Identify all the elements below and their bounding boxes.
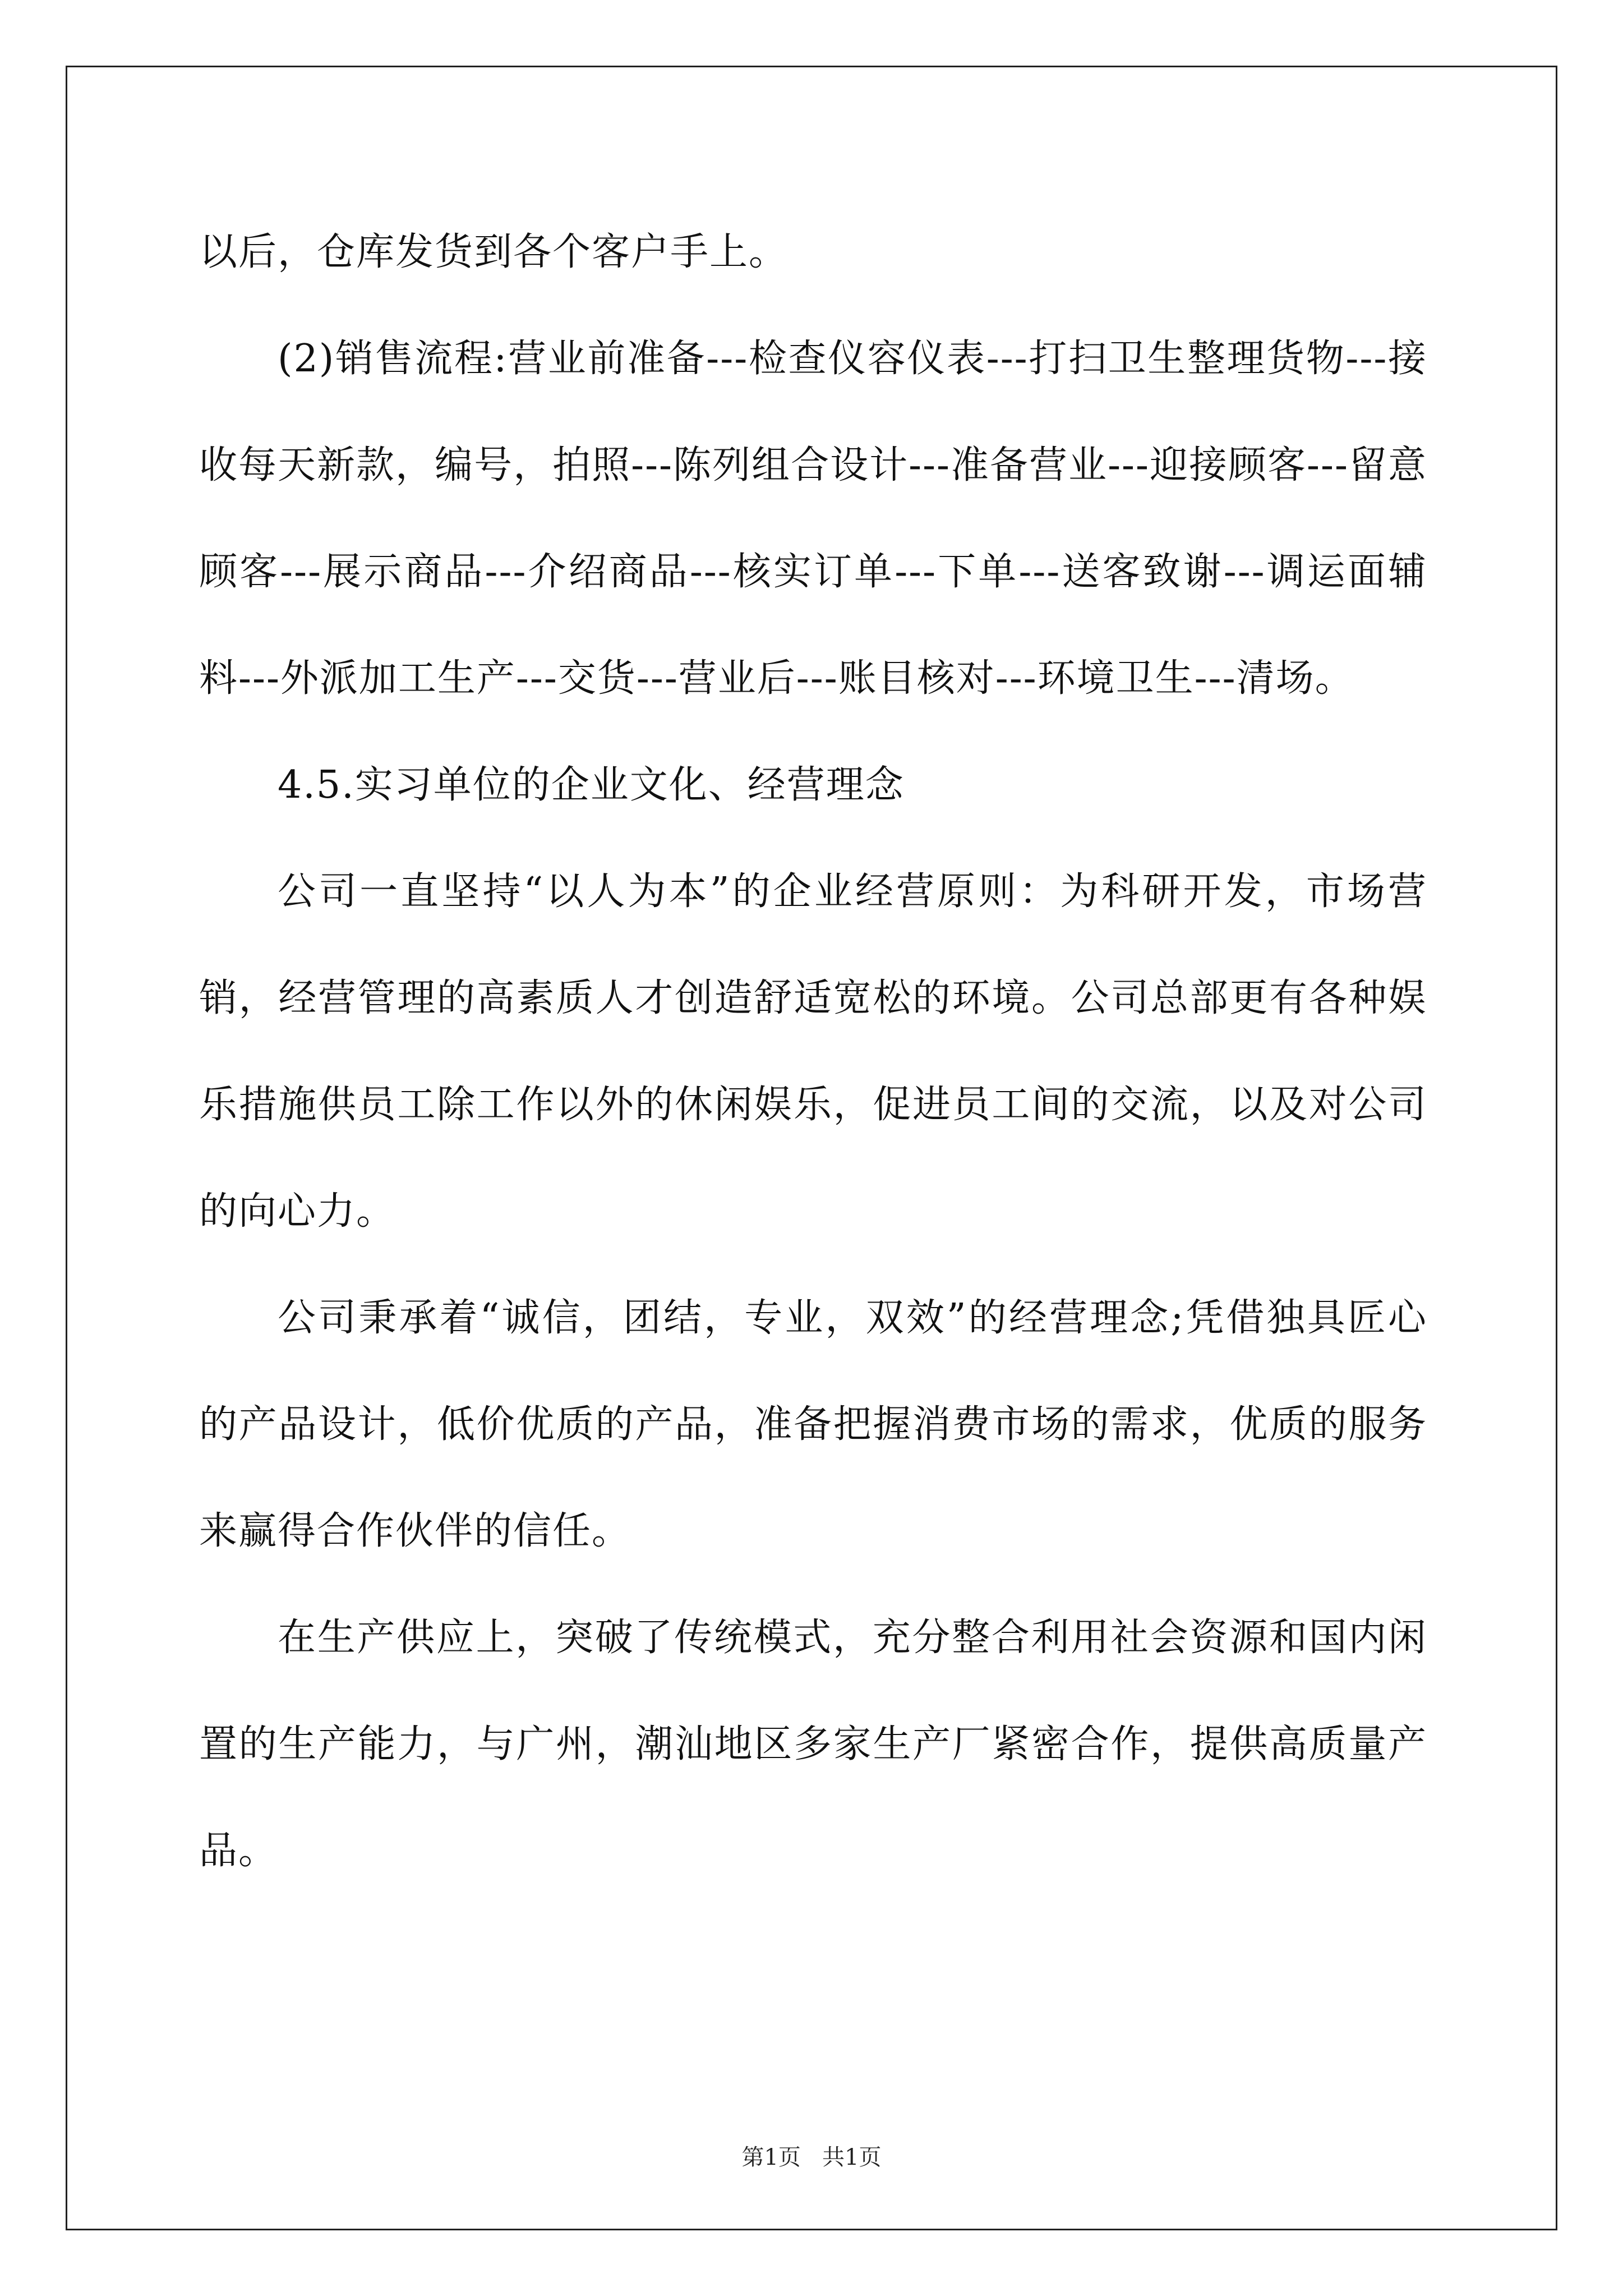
paragraph-sales-process: (2)销售流程:营业前准备---检查仪容仪表---打扫卫生整理货物---接收每天新款，编号，拍照---陈列组合设计---准备营业---迎接顾客---留意顾客---展示商品---介绍商品---核实订单---下单---送客致谢---调运面辅料---外派加工生产---交货---营业后---账目核对---环境卫生---清场。 bbox=[199, 337, 1427, 701]
paragraph-business-philosophy: 公司秉承着“诚信，团结，专业，双效”的经营理念;凭借独具匠心的产品设计，低价优质的产品，准备把握消费市场的需求，优质的服务来赢得合作伙伴的信任。 bbox=[199, 1296, 1427, 1553]
paragraph-production-supply: 在生产供应上，突破了传统模式，充分整合利用社会资源和国内闲置的生产能力，与广州，潮汕地区多家生产厂紧密合作，提供高质量产品。 bbox=[199, 1616, 1427, 1873]
paragraph-company-principle: 公司一直坚持“以人为本”的企业经营原则：为科研开发，市场营销，经营管理的高素质人才创造舒适宽松的环境。公司总部更有各种娱乐措施供员工除工作以外的休闲娱乐，促进员工间的交流，以及对公司的向心力。 bbox=[199, 869, 1427, 1234]
document-body bbox=[199, 199, 1427, 1904]
section-heading: 4.5.实习单位的企业文化、经营理念 bbox=[278, 763, 905, 807]
paragraph-continuation: 以后，仓库发货到各个客户手上。 bbox=[199, 230, 789, 274]
page-footer: 第1页 共1页 bbox=[741, 2145, 882, 2170]
